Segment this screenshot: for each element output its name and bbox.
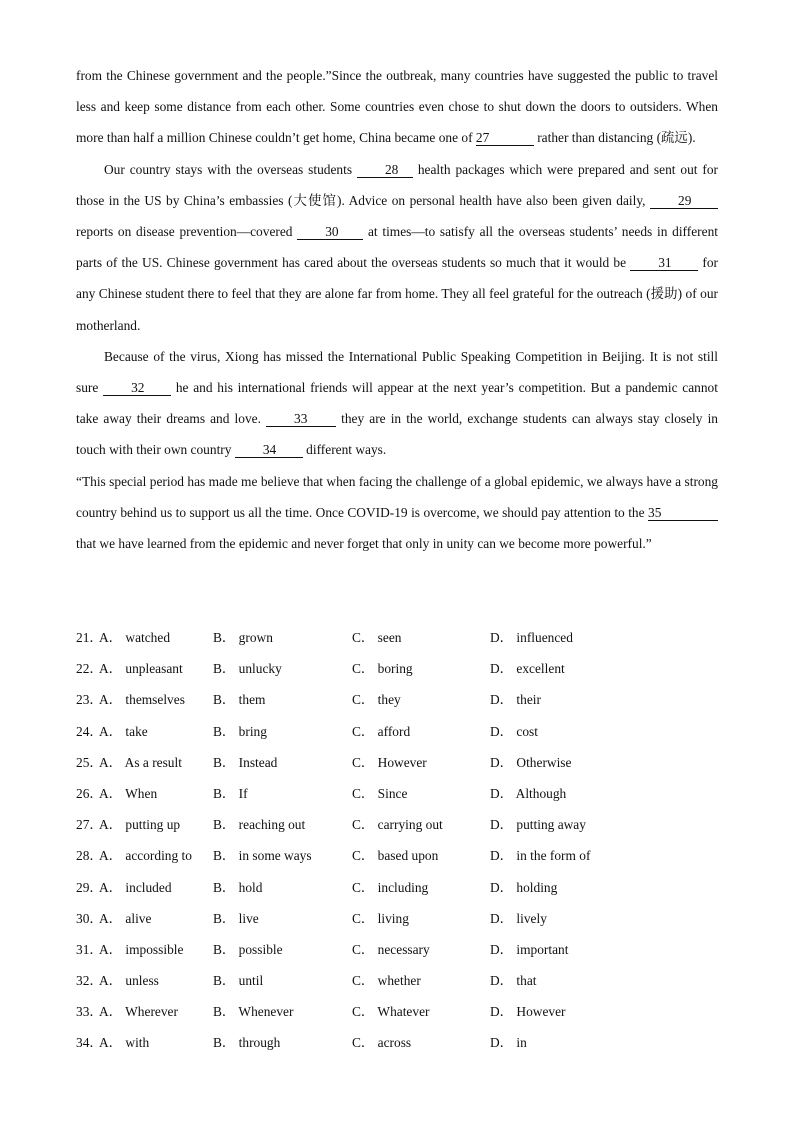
paragraph-text: rather than distancing (疏远). <box>533 130 696 146</box>
option-d: D． their <box>490 692 541 708</box>
option-a: A． unless <box>99 973 159 989</box>
question-number: 24． <box>76 723 103 739</box>
question-number: 31． <box>76 941 103 957</box>
option-d: D． that <box>490 973 537 989</box>
option-row <box>76 747 718 778</box>
blank-29: 29 <box>650 193 718 209</box>
option-d: D． in <box>490 1035 527 1051</box>
option-c: C． However <box>352 754 427 770</box>
option-c: C． across <box>352 1035 412 1051</box>
question-number: 26． <box>76 785 103 801</box>
question-number: 28． <box>76 848 103 864</box>
blank-28: 28 <box>357 162 413 178</box>
option-c: C． whether <box>352 973 421 989</box>
option-row <box>76 653 718 684</box>
blank-31: 31 <box>630 255 698 271</box>
option-c: C． Whatever <box>352 1004 430 1020</box>
paragraph-text: reports on disease prevention—covered <box>76 224 298 240</box>
option-c: C． including <box>352 879 429 895</box>
option-c: C． boring <box>352 661 413 677</box>
option-c: C． they <box>352 692 401 708</box>
option-row <box>76 840 718 871</box>
paragraph-text: Because of the virus, Xiong has missed the International Public Speaking Competition in Beijing. It is not still sure <box>76 348 718 396</box>
option-a: A． with <box>99 1035 150 1051</box>
blank-30: 30 <box>297 224 363 240</box>
question-number: 34． <box>76 1035 103 1051</box>
option-d: D． lively <box>490 910 547 926</box>
option-d: D． excellent <box>490 661 565 677</box>
option-a: A． As a result <box>99 754 182 770</box>
option-row <box>76 1027 718 1058</box>
option-b: B． unlucky <box>213 661 282 677</box>
blank-27: 27 <box>476 130 534 146</box>
option-row <box>76 716 718 747</box>
option-d: D． Although <box>490 785 567 801</box>
option-b: B． Whenever <box>213 1004 294 1020</box>
option-d: D． in the form of <box>490 848 591 864</box>
question-number: 22． <box>76 661 103 677</box>
option-row <box>76 934 718 965</box>
question-number: 30． <box>76 910 103 926</box>
option-d: D． putting away <box>490 817 586 833</box>
option-c: C． afford <box>352 723 411 739</box>
option-d: D． holding <box>490 879 558 895</box>
paragraph-text: at times—to satisfy all the overseas students’ needs in different parts of the US. Chinese government has cared about the overseas students so much that it would be <box>76 224 718 271</box>
option-d: D． influenced <box>490 630 573 645</box>
paragraph-text: that we have learned from the epidemic and never forget that only in unity can we become more powerful.” <box>76 536 652 552</box>
option-a: A． unpleasant <box>99 661 183 677</box>
option-c: C． necessary <box>352 941 430 957</box>
paragraph-text: from the Chinese government and the people.”Since the outbreak, many countries have suggested the public to travel less and keep some distance from each other. Some countries even chose to shut down the doors to outsiders. When more than half a million Chinese couldn’t get home, China became one of <box>76 68 718 146</box>
blank-34: 34 <box>235 442 303 458</box>
option-row <box>76 809 718 840</box>
option-c: C． based upon <box>352 848 439 864</box>
option-a: A． impossible <box>99 941 184 957</box>
passage <box>76 60 718 559</box>
paragraph-text: different ways. <box>302 442 387 458</box>
paragraph-2 <box>76 154 718 341</box>
option-row <box>76 684 718 715</box>
option-b: B． until <box>213 973 264 989</box>
option-a: A． take <box>99 723 148 739</box>
option-b: B． hold <box>213 879 263 895</box>
blank-35: 35 <box>648 505 718 521</box>
option-b: B． If <box>213 785 248 801</box>
option-row <box>76 622 718 653</box>
paragraph-text: “This special period has made me believe that when facing the challenge of a global epidemic, we always have a strong country behind us to support us all the time. Once COVID-19 is overcome, we should pay attention to the <box>76 473 718 520</box>
option-c: C． seen <box>352 630 402 645</box>
option-b: B． grown <box>213 630 273 645</box>
paragraph-text: he and his international friends will appear at the next year’s competition. But a pandemic cannot take away their dreams and love. <box>76 380 718 427</box>
paragraph-text: for any Chinese student there to feel that they are alone far from home. They all feel grateful for the outreach (援助) of our motherland. <box>76 255 718 333</box>
option-b: B． bring <box>213 723 267 739</box>
option-a: A． putting up <box>99 817 181 833</box>
option-row <box>76 965 718 996</box>
option-b: B． possible <box>213 941 283 957</box>
option-c: C． Since <box>352 785 408 801</box>
option-b: B． them <box>213 692 266 708</box>
question-number: 32． <box>76 973 103 989</box>
paragraph-text: Our country stays with the overseas students <box>104 161 357 177</box>
paragraph-4 <box>76 466 718 560</box>
option-c: C． carrying out <box>352 817 443 833</box>
paragraph-3 <box>76 341 718 466</box>
option-c: C． living <box>352 910 409 926</box>
option-b: B． in some ways <box>213 848 312 864</box>
option-a: A． according to <box>99 848 192 864</box>
option-a: A． themselves <box>99 692 185 708</box>
option-row <box>76 903 718 934</box>
option-d: D． important <box>490 941 569 957</box>
paragraph-text: they are in the world, exchange students can always stay closely in touch with their own country <box>76 411 718 458</box>
question-number: 27． <box>76 817 103 833</box>
question-number: 29． <box>76 879 103 895</box>
question-number: 21． <box>76 630 103 645</box>
option-a: A． When <box>99 785 158 801</box>
option-row <box>76 872 718 903</box>
question-number: 33． <box>76 1004 103 1020</box>
option-row <box>76 778 718 809</box>
question-number: 23． <box>76 692 103 708</box>
option-row <box>76 996 718 1027</box>
paragraph-1 <box>76 60 718 154</box>
question-number: 25． <box>76 754 103 770</box>
option-d: D． Otherwise <box>490 754 572 770</box>
option-d: D． cost <box>490 723 538 739</box>
option-d: D． However <box>490 1004 566 1020</box>
option-b: B． live <box>213 910 259 926</box>
option-a: A． included <box>99 879 172 895</box>
option-b: B． Instead <box>213 754 278 770</box>
blank-33: 33 <box>266 411 336 427</box>
paragraph-text: health packages which were prepared and sent out for those in the US by China’s embassies (大使馆). Advice on personal health have also been given daily, <box>76 161 719 208</box>
option-b: B． reaching out <box>213 817 306 833</box>
option-b: B． through <box>213 1035 281 1051</box>
option-a: A． alive <box>99 910 152 926</box>
blank-32: 32 <box>103 380 171 396</box>
option-a: A． Wherever <box>99 1004 178 1020</box>
options-list <box>76 622 718 1059</box>
option-a: A． watched <box>99 630 171 645</box>
